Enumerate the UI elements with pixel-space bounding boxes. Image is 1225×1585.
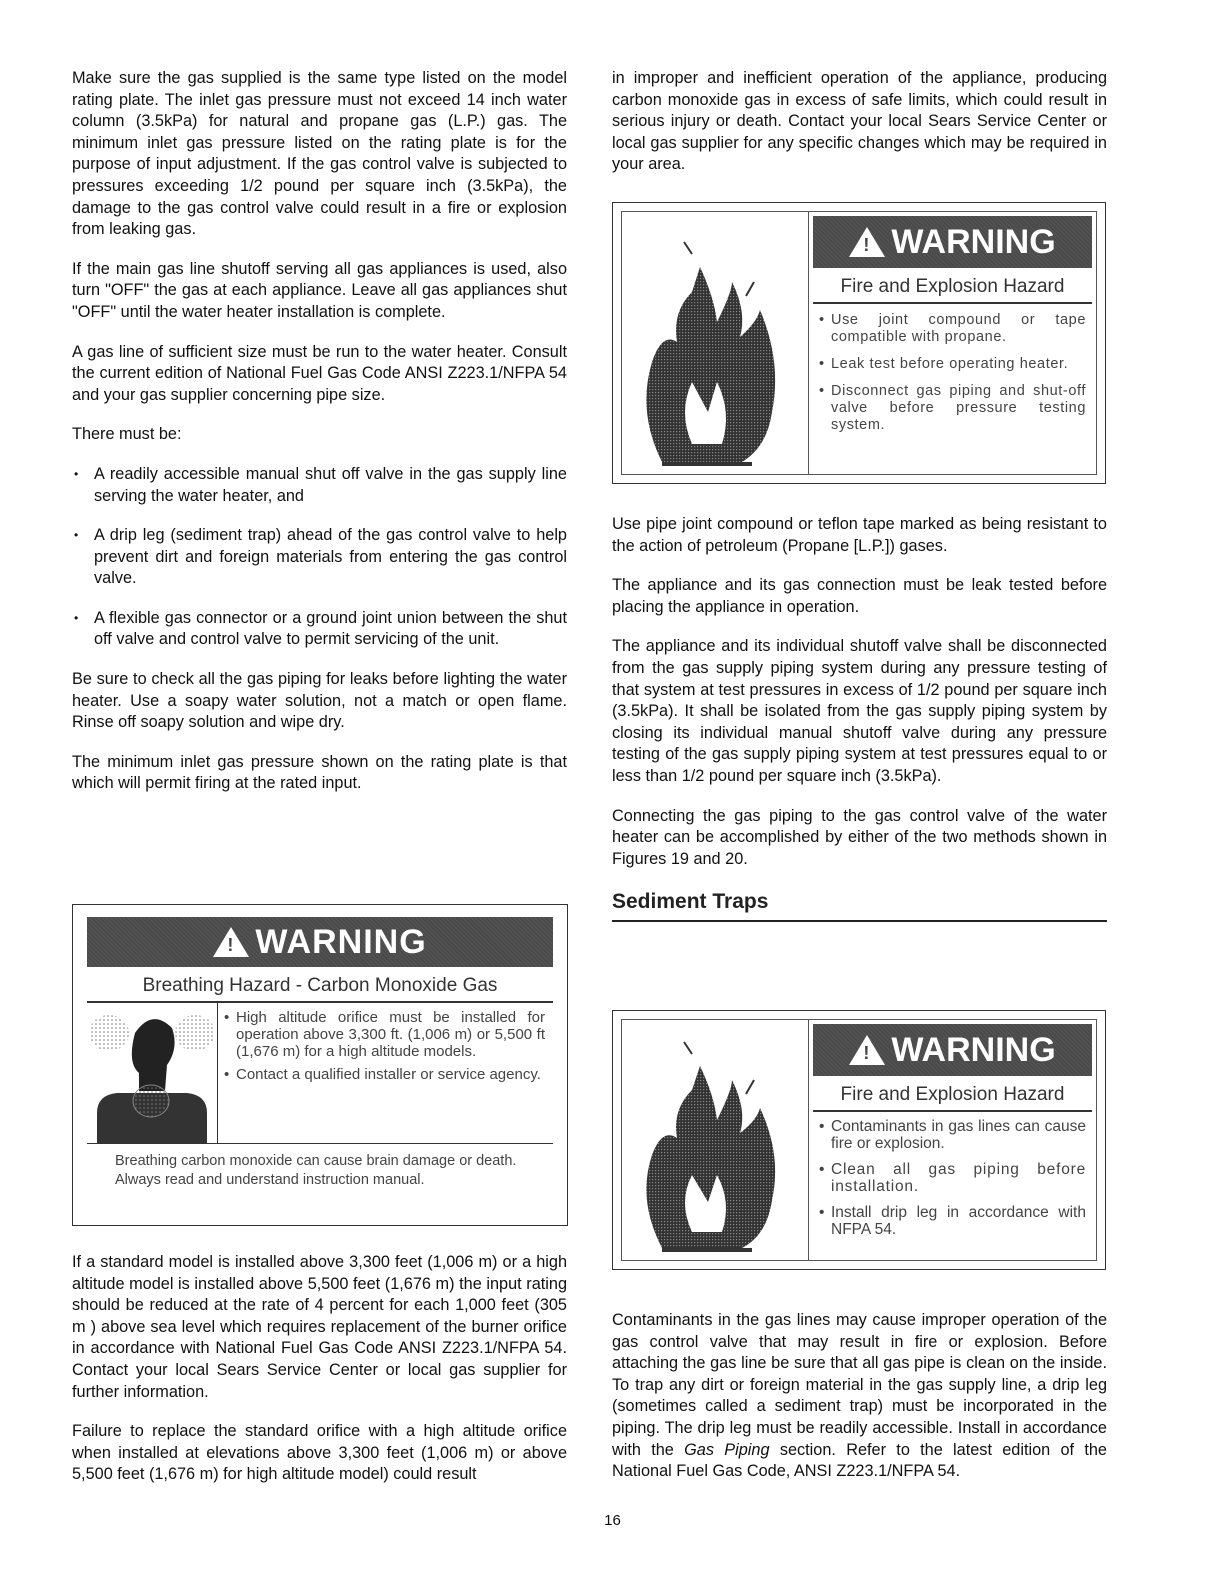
flame-icon <box>622 212 809 474</box>
list-item: • A flexible gas connector or a ground joint union between the shut off valve and control valve to permit servicing of the unit. <box>72 608 567 651</box>
right-column-lower <box>612 1310 1107 1501</box>
warning-item: • Install drip leg in accordance with NFPA 54. <box>817 1204 1086 1238</box>
warning-banner: ! WARNING <box>813 216 1092 268</box>
paragraph: The appliance and its gas connection must be leak tested before placing the appliance in operation. <box>612 576 1107 616</box>
fire-explosion-warning <box>612 1010 1106 1270</box>
warning-item: • Clean all gas piping before installation. <box>817 1161 1086 1195</box>
requirement-list <box>72 464 567 651</box>
breathing-hazard-icon <box>87 1003 217 1143</box>
paragraph: Use pipe joint compound or teflon tape marked as being resistant to the action of petroleum (Propane [L.P.]) gases. <box>612 515 1107 555</box>
warning-title: Breathing Hazard - Carbon Monoxide Gas <box>87 967 553 1003</box>
warning-triangle-icon: ! <box>213 927 249 957</box>
paragraph: Be sure to check all the gas piping for leaks before lighting the water heater. Use a soapy water solution, not a match or open flame. Rinse off soapy solution and wipe dry. <box>72 670 567 732</box>
list-item: • A drip leg (sediment trap) ahead of the gas control valve to help prevent dirt and foreign materials from entering the gas control valve. <box>72 525 567 590</box>
warning-item: • Disconnect gas piping and shut-off valve before pressure testing system. <box>817 383 1086 434</box>
warning-title: Fire and Explosion Hazard <box>813 1076 1092 1112</box>
paragraph: The minimum inlet gas pressure shown on the rating plate is that which will permit firing at the rated input. <box>72 752 567 793</box>
warning-footer: Breathing carbon monoxide can cause brain damage or death. Always read and understand instruction manual. <box>115 1153 517 1188</box>
paragraph: There must be: <box>72 425 182 444</box>
paragraph: Connecting the gas piping to the gas control valve of the water heater can be accomplished by either of the two methods shown in Figures 19 and 20. <box>612 806 1107 868</box>
paragraph: If the main gas line shutoff serving all gas appliances is used, also turn "OFF" the gas at each appliance. Leave all gas appliances shut "OFF" until the water heater installation is complete. <box>72 259 567 321</box>
warning-item: • Contaminants in gas lines can cause fire or explosion. <box>817 1118 1086 1152</box>
paragraph: Contaminants in the gas lines may cause improper operation of the gas control valve that may result in fire or explosion. Before attaching the gas line be sure that all gas pipe is clean on the inside. To trap any dirt or foreign material in the gas supply line, a drip leg (sometimes called a sediment trap) must be incorporated in the piping. The drip leg must be readily accessible. Install in accordance with the Gas Piping section. Refer to the latest edition of the National Fuel Gas Code, ANSI Z223.1/NFPA 54. <box>612 1311 1107 1481</box>
left-column <box>72 68 567 813</box>
flame-icon <box>622 1020 809 1260</box>
fire-explosion-warning <box>612 202 1106 484</box>
paragraph: The appliance and its individual shutoff valve shall be disconnected from the gas supply piping system during any pressure testing of that system at test pressures in excess of 1/2 pound per square inch (3.5kPa). It shall be isolated from the gas supply piping system by closing its individual manual shutoff valve during any pressure testing of the gas supply piping system at test pressures equal to or less than 1/2 pound per square inch (3.5kPa). <box>612 637 1107 785</box>
carbon-monoxide-warning <box>72 904 568 1226</box>
right-column-middle <box>612 514 1107 932</box>
paragraph: Make sure the gas supplied is the same type listed on the model rating plate. The inlet gas pressure must not exceed 14 inch water column (3.5kPa) for natural and propane gas (L.P.) gas. The minimum inlet gas pressure listed on the rating plate is for the purpose of input adjustment. If the gas control valve is subjected to pressures exceeding 1/2 pound per square inch (3.5kPa), the damage to the gas control valve could result in a fire or explosion from leaking gas. <box>72 69 567 239</box>
section-heading: Sediment Traps <box>612 890 769 914</box>
page-number: 16 <box>604 1512 621 1529</box>
warning-item: • Leak test before operating heater. <box>817 356 1086 373</box>
paragraph: in improper and inefficient operation of the appliance, producing carbon monoxide gas in excess of safe limits, which could result in serious injury or death. Contact your local Sears Service Center or local gas supplier for any specific changes which may be required in your area. <box>612 69 1107 174</box>
warning-item: • High altitude orifice must be installed for operation above 3,300 ft. (1,006 m) or 5,500 ft (1,676 m) for a high altitude models. <box>222 1009 545 1060</box>
warning-banner: ! WARNING <box>87 917 553 967</box>
right-column <box>612 68 1107 194</box>
paragraph: If a standard model is installed above 3,300 feet (1,006 m) or a high altitude model is installed above 5,500 feet (1,676 m) the input rating should be reduced at the rate of 4 percent for each 1,000 feet (305 m ) above sea level which requires replacement of the burner orifice in accordance with National Fuel Gas Code ANSI Z223.1/NFPA 54. Contact your local Sears Service Center or local gas supplier for further information. <box>72 1253 567 1401</box>
warning-title: Fire and Explosion Hazard <box>813 268 1092 304</box>
warning-triangle-icon: ! <box>849 227 885 257</box>
warning-triangle-icon: ! <box>849 1035 885 1065</box>
section-divider <box>612 920 1107 922</box>
warning-item: • Use joint compound or tape compatible with propane. <box>817 312 1086 346</box>
warning-banner: ! WARNING <box>813 1024 1092 1076</box>
warning-item: • Contact a qualified installer or service agency. <box>222 1066 545 1083</box>
paragraph: A gas line of sufficient size must be run to the water heater. Consult the current edition of National Fuel Gas Code ANSI Z223.1/NFPA 54 and your gas supplier concerning pipe size. <box>72 342 567 404</box>
list-item: • A readily accessible manual shut off valve in the gas supply line serving the water heater, and <box>72 464 567 507</box>
paragraph: Failure to replace the standard orifice with a high altitude orifice when installed at elevations above 3,300 feet (1,006 m) or above 5,500 feet (1,676 m) for high altitude model) could result <box>72 1422 567 1484</box>
left-column-lower <box>72 1252 567 1504</box>
